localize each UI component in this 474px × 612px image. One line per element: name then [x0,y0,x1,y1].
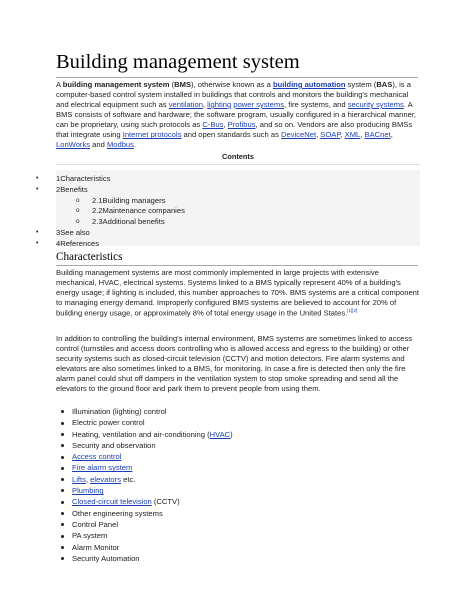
bullet-icon [61,535,64,538]
term-bms: BMS [174,80,192,89]
bullet-icon: • [36,239,39,247]
contents-divider [56,164,420,165]
link-devicenet[interactable]: DeviceNet [281,130,317,140]
link-bacnet[interactable]: BACnet [364,130,391,140]
toc-item-maintenance-companies[interactable]: o 2.2Maintenance companies [76,206,185,216]
characteristics-paragraph-1: Building management systems are most commonly implemented in large projects with extensive mechanical, HVAC, electrical systems. Systems linked to a BMS typically represent 40% of a building's energy usage; if lighting is included, this number approaches to 70%. BMS systems are a critical component to managing energy demand. Improperly configured BMS systems are believed to account for 20% of building energy usage, or approximately 8% of total energy usage in the United States.[1][2] [56,268,419,318]
page-title: Building management system [56,51,300,73]
circle-bullet-icon: o [76,207,80,215]
characteristics-paragraph-2: In addition to controlling the building's internal environment, BMS systems are sometimes linked to access control (turnstiles and access doors controlling who is allowed access and egress to the building) or other security systems such as closed-circuit television (CCTV) and motion detectors. Fire alarm systems and elevators are also sometimes linked to a BMS, for monitoring. In case a fire is detected then only the fire alarm panel could shut off dampers in the ventilation system to stop smoke spreading and send all the elevators to the ground floor and park them to prevent people from using them. [56,334,412,394]
list-item: Closed-circuit television (CCTV) [56,496,420,507]
bullet-icon [61,501,64,504]
bullet-icon [61,444,64,447]
list-item: Security and observation [56,440,420,451]
list-item [56,451,420,462]
list-item: Heating, ventilation and air-conditioning (HVAC) [56,429,420,440]
toc-item-building-managers[interactable]: o 2.1Building managers [76,195,166,205]
bullet-icon: • [36,175,39,182]
link-elevators[interactable]: elevators [90,474,121,484]
toc-item-benefits[interactable]: • 2Benefits [36,184,88,194]
bms-features-list [56,406,420,564]
list-item: Electric power control [56,417,420,428]
link-profibus[interactable]: Profibus [227,120,256,130]
title-divider [56,77,418,78]
bullet-icon [61,512,64,515]
link-c-bus[interactable]: C-Bus [202,120,224,130]
list-item: Lifts, elevators etc. [56,474,420,485]
list-item: PA system [56,530,420,541]
bullet-icon [61,478,64,481]
link-xml[interactable]: XML [344,130,361,140]
bullet-icon [61,422,64,425]
link-ventilation[interactable]: ventilation [168,100,203,110]
link-lonworks[interactable]: LonWorks [56,140,91,150]
toc-item-additional-benefits[interactable]: o 2.3Additional benefits [76,217,165,227]
bullet-icon [61,489,64,492]
list-item: Alarm Monitor [56,542,420,553]
link-power-systems[interactable]: power systems [233,100,284,110]
link-building-automation[interactable]: building automation [272,80,346,89]
list-item: Other engineering systems [56,508,420,519]
list-item: Security Automation [56,553,420,564]
intro-paragraph: A building management system (BMS), otherwise known as a building automation system (BAS), is a computer-based control system installed in buildings that controls and monitors the building's mechanical and electrical equipment such as ventilation, lighting power systems, fire systems, and security systems. A BMS consists of software and hardware; the software program, usually configured in a hierarchical manner, can be proprietary, using such protocols as C-Bus, Profibus, and so on. Vendors are also producing BMSs that integrate using Internet protocols and open standards such as DeviceNet, SOAP, XML, BACnet, LonWorks and Modbus. [56,80,417,150]
link-internet-protocols[interactable]: Internet protocols [122,130,182,140]
link-lighting[interactable]: lighting [207,100,232,110]
bullet-icon: • [36,185,39,193]
link-soap[interactable]: SOAP [320,130,341,140]
link-security-systems[interactable]: security systems [347,100,404,110]
link-fire-alarm-system[interactable]: Fire alarm system [72,463,133,473]
list-item [56,462,420,473]
term-bas: BAS [376,80,393,89]
bullet-icon [61,433,64,436]
toc-item-characteristics[interactable]: • 1Characteristics [36,174,111,183]
list-item: Control Panel [56,519,420,530]
bullet-icon [61,456,64,459]
bullet-icon [61,546,64,549]
list-item: Illumination (lighting) control [56,406,420,417]
bullet-icon [61,523,64,526]
toc-item-see-also[interactable]: • 3See also [36,227,90,237]
contents-heading: Contents [221,152,255,161]
section-divider [56,265,418,266]
bullet-icon: • [36,228,39,236]
link-plumbing[interactable]: Plumbing [72,486,104,496]
list-item [56,485,420,496]
link-cctv[interactable]: Closed-circuit television [72,497,152,507]
section-heading-characteristics: Characteristics [56,251,123,263]
citation-link[interactable]: [1][2] [347,308,358,314]
table-of-contents [36,170,420,248]
bullet-icon [61,467,64,470]
circle-bullet-icon: o [76,218,80,226]
link-modbus[interactable]: Modbus [106,140,134,150]
term-bms-full: building management system [62,80,170,89]
link-lifts[interactable]: Lifts [72,474,86,484]
circle-bullet-icon: o [76,196,80,204]
link-access-control[interactable]: Access control [72,452,122,462]
toc-item-references[interactable]: • 4References [36,238,100,248]
bullet-icon [61,410,64,413]
bullet-icon [61,557,64,560]
link-hvac[interactable]: HVAC [209,429,231,439]
